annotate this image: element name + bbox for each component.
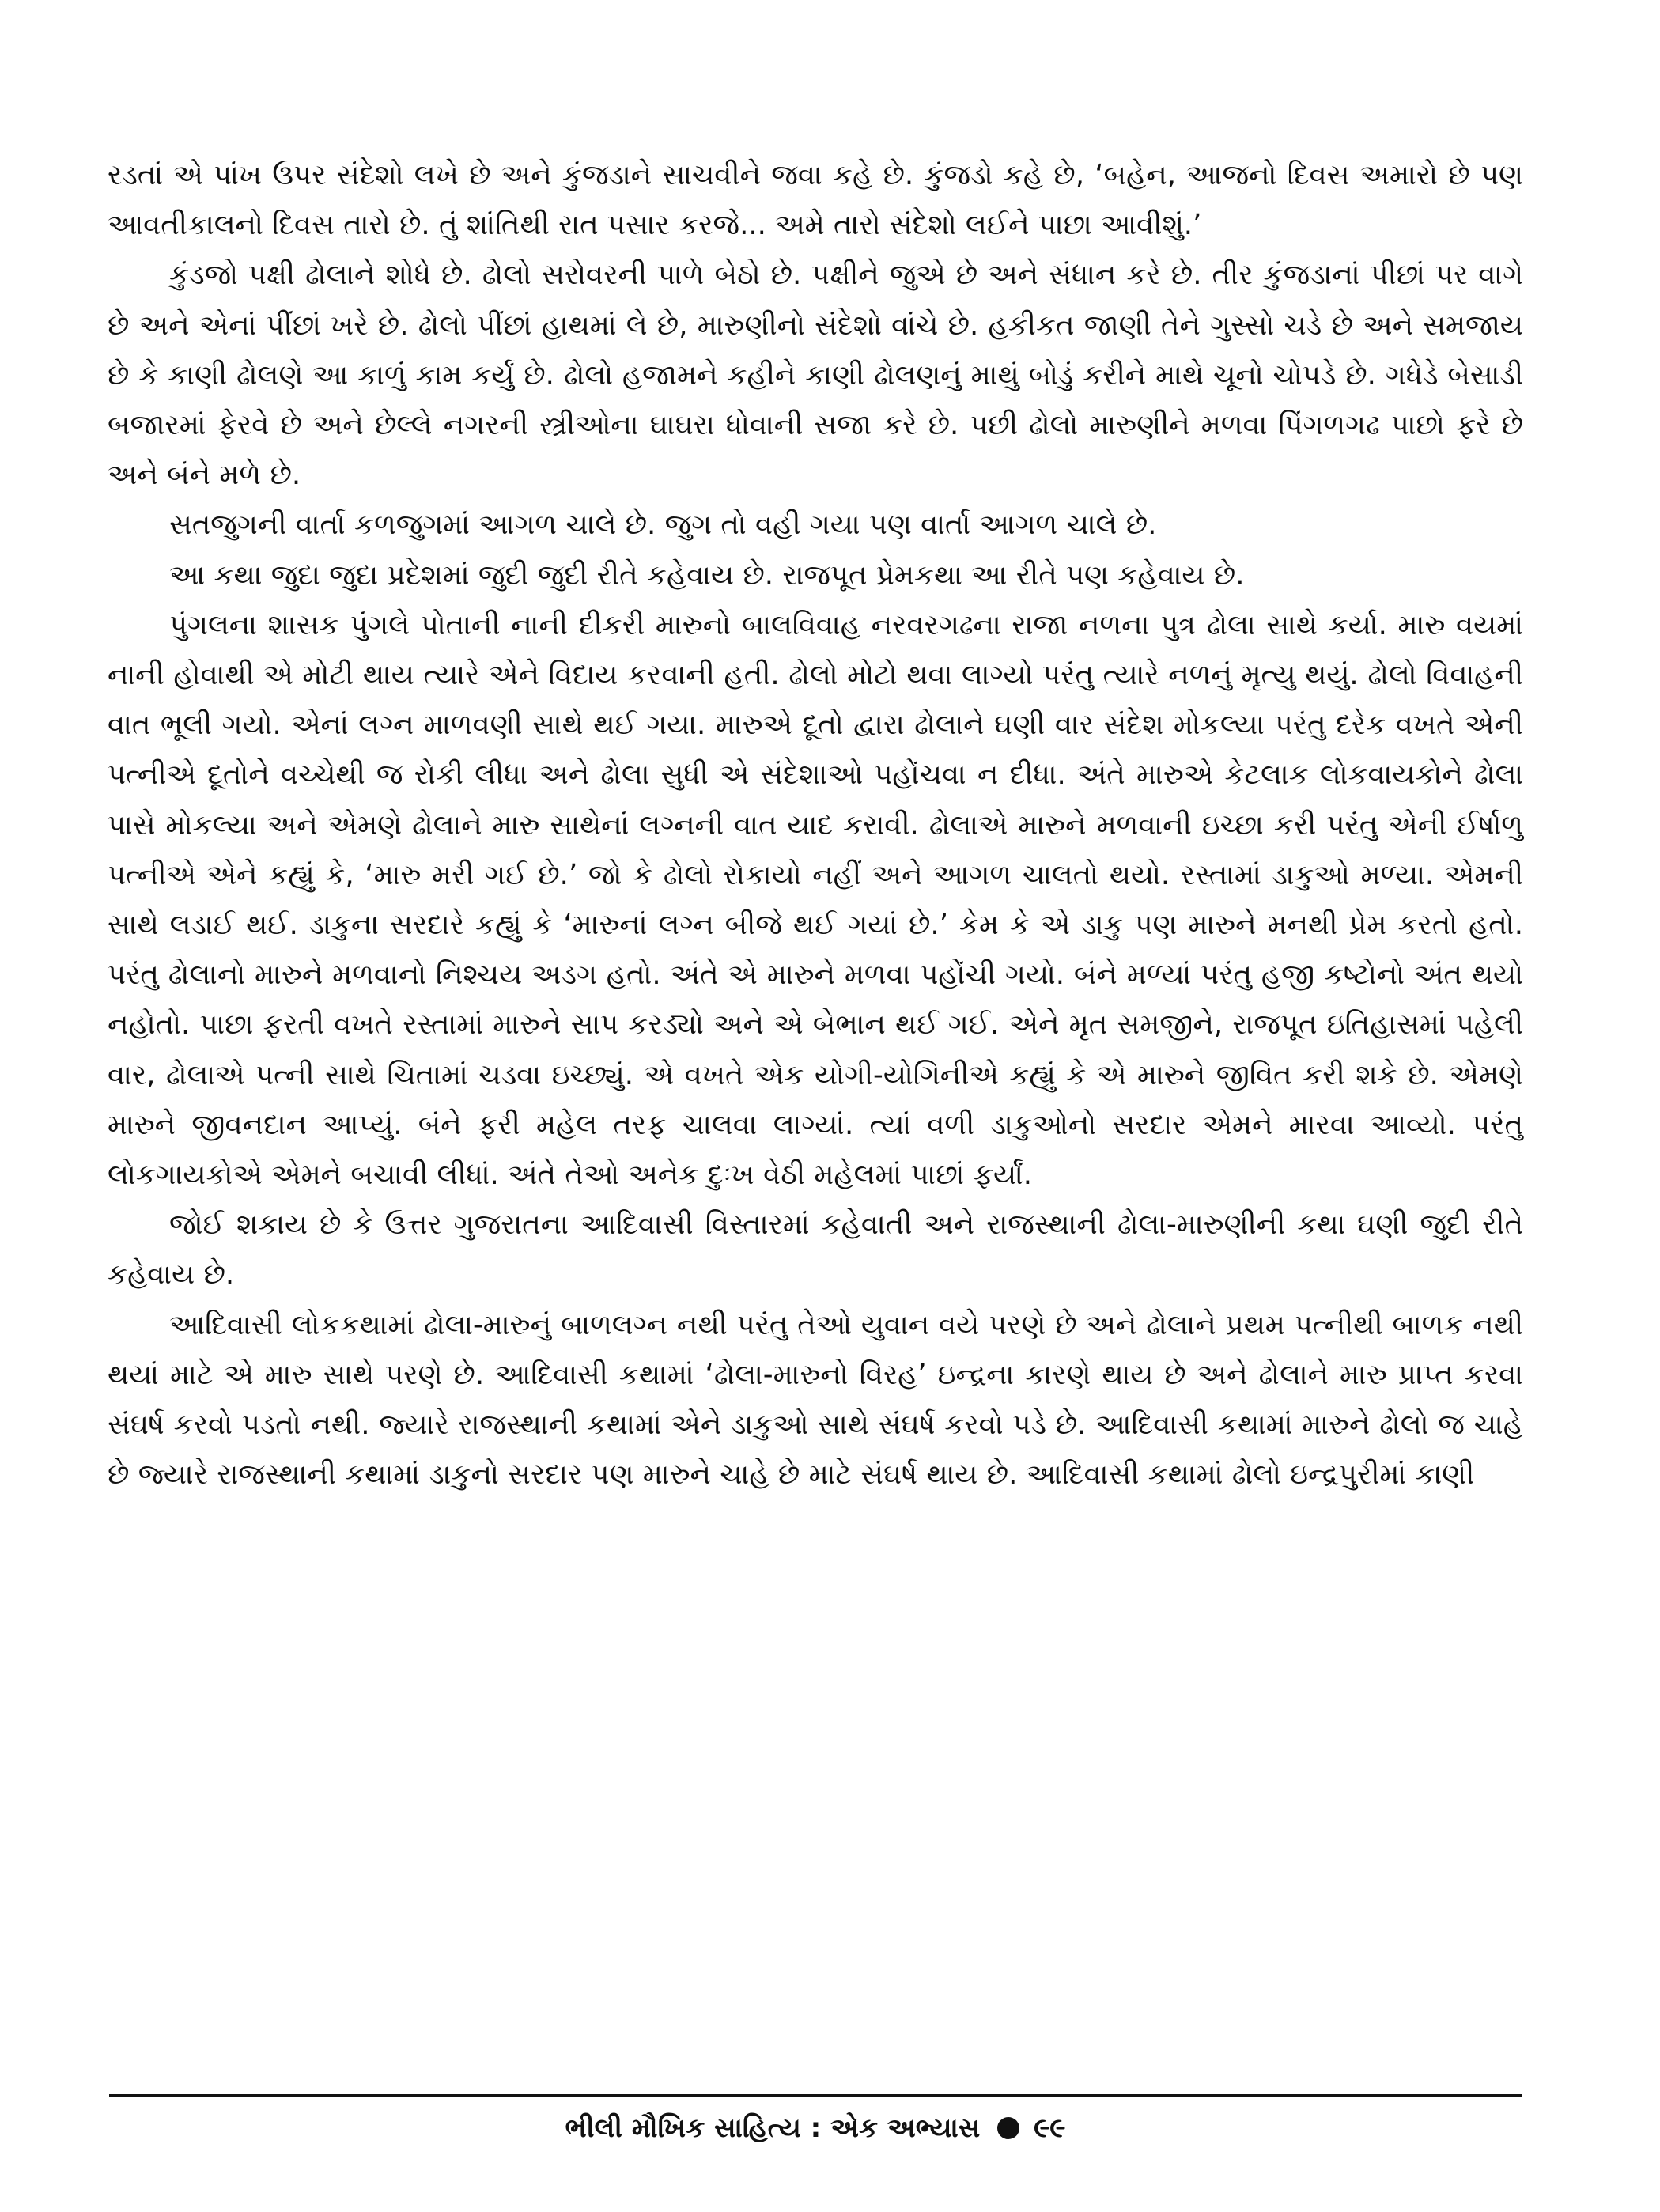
bullet-icon [997, 2117, 1019, 2139]
paragraph-1: રડતાં એ પાંખ ઉપર સંદેશો લખે છે અને કુંજડાને સાચવીને જવા કહે છે. કુંજડો કહે છે, ‘બહેન, આજનો દિવસ અમારો છે પણ આવતીકાલનો દિવસ તારો છે. તું શાંતિથી રાત પસાર કરજે... અમે તારો સંદેશો લઈને પાછા આવીશું.’ [108, 159, 1523, 242]
paragraph-5: પુંગલના શાસક પુંગલે પોતાની નાની દીકરી મારુનો બાલવિવાહ નરવરગઢના રાજા નળના પુત્ર ઢોલા સાથે કર્યા. મારુ વયમાં નાની હોવાથી એ મોટી થાય ત્યારે એને વિદાય કરવાની હતી. ઢોલો મોટો થવા લાગ્યો પરંતુ ત્યારે નળનું મૃત્યુ થયું. ઢોલો વિવાહની વાત ભૂલી ગયો. એનાં લગ્ન માળવણી સાથે થઈ ગયા. મારુએ દૂતો દ્વારા ઢોલાને ઘણી વાર સંદેશ મોકલ્યા પરંતુ દરેક વખતે એની પત્નીએ દૂતોને વચ્ચેથી જ રોકી લીધા અને ઢોલા સુધી એ સંદેશાઓ પહોંચવા ન દીધા. અંતે મારુએ કેટલાક લોકવાયકોને ઢોલા પાસે મોકલ્યા અને એમણે ઢોલાને મારુ સાથેનાં લગ્નની વાત યાદ કરાવી. ઢોલાએ મારુને મળવાની ઇચ્છા કરી પરંતુ એની ઈર્ષાળુ પત્નીએ એને કહ્યું કે, ‘મારુ મરી ગઈ છે.’ જો કે ઢોલો રોકાયો નહીં અને આગળ ચાલતો થયો. રસ્તામાં ડાકુઓ મળ્યા. એમની સાથે લડાઈ થઈ. ડાકુના સરદારે કહ્યું કે ‘મારુનાં લગ્ન બીજે થઈ ગયાં છે.’ કેમ કે એ ડાકુ પણ મારુને મનથી પ્રેમ કરતો હતો. પરંતુ ઢોલાનો મારુને મળવાનો નિશ્ચય અડગ હતો. અંતે એ મારુને મળવા પહોંચી ગયો. બંને મળ્યાં પરંતુ હજી કષ્ટોનો અંત થયો નહોતો. પાછા ફરતી વખતે રસ્તામાં મારુને સાપ કરડ્યો અને એ બેભાન થઈ ગઈ. એને મૃત સમજીને, રાજપૂત ઇતિહાસમાં પહેલી વાર, ઢોલાએ પત્ની સાથે ચિતામાં ચડવા ઇચ્છ્યું. એ વખતે એક યોગી-યોગિનીએ કહ્યું કે એ મારુને જીવિત કરી શકે છે. એમણે મારુને જીવનદાન આપ્યું. બંને ફરી મહેલ તરફ ચાલવા લાગ્યાં. ત્યાં વળી ડાકુઓનો સરદાર એમને મારવા આવ્યો. પરંતુ લોકગાયકોએ એમને બચાવી લીધાં. અંતે તેઓ અનેક દુઃખ વેઠી મહેલમાં પાછાં ફર્યાં. [108, 608, 1524, 1192]
paragraph-6: જોઈ શકાય છે કે ઉત્તર ગુજરાતના આદિવાસી વિસ્તારમાં કહેવાતી અને રાજસ્થાની ઢોલા-મારુણીની કથા ઘણી જુદી રીતે કહેવાય છે. [108, 1208, 1523, 1291]
footer-book-title: ભીલી મૌખિક સાહિત્ય : એક અભ્યાસ [565, 2112, 981, 2144]
paragraph-4: આ કથા જુદા જુદા પ્રદેશમાં જુદી જુદી રીતે કહેવાય છે. રાજપૂત પ્રેમકથા આ રીતે પણ કહેવાય છે. [169, 558, 1245, 592]
paragraph-2: કુંડજો પક્ષી ઢોલાને શોધે છે. ઢોલો સરોવરની પાળે બેઠો છે. પક્ષીને જુએ છે અને સંધાન કરે છે. તીર કુંજડાનાં પીછાં પર વાગે છે અને એનાં પીંછાં ખરે છે. ઢોલો પીંછાં હાથમાં લે છે, મારુણીનો સંદેશો વાંચે છે. હકીકત જાણી તેને ગુસ્સો ચડે છે અને સમજાય છે કે કાણી ઢોલણે આ કાળું કામ કર્યું છે. ઢોલો હજામને કહીને કાણી ઢોલણનું માથું બોડું કરીને માથે ચૂનો ચોપડે છે. ગધેડે બેસાડી બજારમાં ફેરવે છે અને છેલ્લે નગરની સ્ત્રીઓના ઘાઘરા ધોવાની સજા કરે છે. પછી ઢોલો મારુણીને મળવા પિંગળગઢ પાછો ફરે છે અને બંને મળે છે. [108, 259, 1523, 492]
paragraph-7: આદિવાસી લોકકથામાં ઢોલા-મારુનું બાળલગ્ન નથી પરંતુ તેઓ યુવાન વયે પરણે છે અને ઢોલાને પ્રથમ પત્નીથી બાળક નથી થયાં માટે એ મારુ સાથે પરણે છે. આદિવાસી કથામાં ‘ઢોલા-મારુનો વિરહ’ ઇન્દ્રના કારણે થાય છે અને ઢોલાને મારુ પ્રાપ્ત કરવા સંઘર્ષ કરવો પડતો નથી. જ્યારે રાજસ્થાની કથામાં એને ડાકુઓ સાથે સંઘર્ષ કરવો પડે છે. આદિવાસી કથામાં મારુને ઢોલો જ ચાહે છે જ્યારે રાજસ્થાની કથામાં ડાકુનો સરદાર પણ મારુને ચાહે છે માટે સંઘર્ષ થાય છે. આદિવાસી કથામાં ઢોલો ઇન્દ્રપુરીમાં કાણી [108, 1308, 1523, 1492]
page-number: ૯૯ [1034, 2112, 1066, 2144]
page-footer [109, 2108, 1522, 2148]
footer-rule [109, 2094, 1522, 2097]
paragraph-3: સતજુગની વાર્તા કળજુગમાં આગળ ચાલે છે. જુગ તો વહી ગયા પણ વાર્તા આગળ ચાલે છે. [169, 509, 1157, 542]
page-body [108, 150, 1523, 1499]
